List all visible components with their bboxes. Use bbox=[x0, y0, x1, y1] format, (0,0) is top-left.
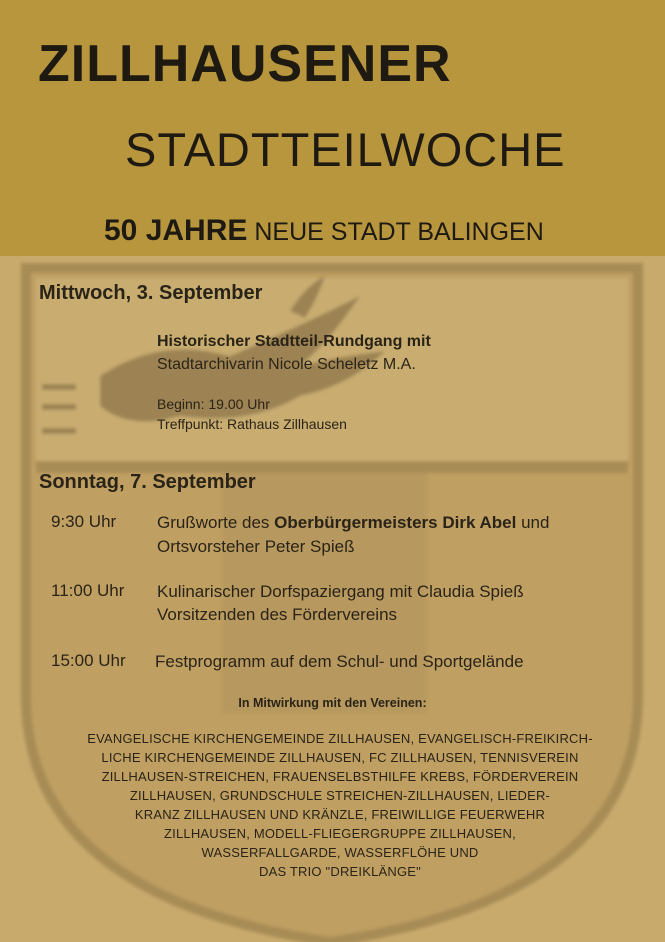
event2-line2: Vorsitzenden des Fördervereins bbox=[157, 605, 398, 624]
page-title: ZILLHAUSENER bbox=[38, 35, 452, 93]
vereine-list bbox=[40, 729, 640, 881]
day1-begin-label: Beginn: bbox=[157, 396, 205, 412]
tagline-highlight: 50 JAHRE bbox=[104, 214, 248, 247]
event1-line2: Ortsvorsteher Peter Spieß bbox=[157, 537, 355, 556]
vereine-line: KRANZ ZILLHAUSEN UND KRÄNZLE, FREIWILLIGE FEUERWEHR bbox=[134, 807, 546, 822]
event2-time: 11:00 Uhr bbox=[51, 581, 125, 600]
day1-event-person: Stadtarchivarin Nicole Scheletz M.A. bbox=[157, 356, 416, 373]
event1-line1 bbox=[157, 511, 549, 534]
tagline-text: NEUE STADT BALINGEN bbox=[254, 218, 544, 246]
day1-event-title: Historischer Stadtteil-Rundgang mit bbox=[157, 333, 431, 350]
event3-line1: Festprogramm auf dem Schul- und Sportgelände bbox=[155, 652, 524, 671]
day1-meeting-label: Treffpunkt: bbox=[157, 416, 224, 432]
vereine-line: LICHE KIRCHENGEMEINDE ZILLHAUSEN, FC ZILLHAUSEN, TENNISVEREIN bbox=[101, 750, 579, 765]
day1-meeting-value: Rathaus Zillhausen bbox=[227, 416, 347, 432]
event1-line1-post: und bbox=[516, 513, 550, 532]
day2-heading: Sonntag, 7. September bbox=[39, 471, 256, 493]
event1-line1-pre: Grußworte des bbox=[157, 513, 275, 532]
day1-begin bbox=[157, 394, 270, 414]
event2-line1: Kulinarischer Dorfspaziergang mit Claudia Spieß bbox=[157, 582, 524, 601]
page-subtitle: STADTTEILWOCHE bbox=[125, 123, 566, 176]
tagline bbox=[104, 214, 544, 248]
event1-line1-bold: Oberbürgermeisters Dirk Abel bbox=[274, 513, 517, 532]
header-banner bbox=[0, 0, 665, 256]
vereine-heading: In Mitwirkung mit den Vereinen: bbox=[238, 696, 427, 710]
event1-time: 9:30 Uhr bbox=[51, 512, 117, 531]
vereine-line: ZILLHAUSEN-STREICHEN, FRAUENSELBSTHILFE KREBS, FÖRDERVEREIN bbox=[101, 769, 579, 784]
event3-time: 15:00 Uhr bbox=[51, 651, 126, 670]
vereine-line: DAS TRIO "DREIKLÄNGE" bbox=[258, 864, 421, 879]
vereine-line: EVANGELISCHE KIRCHENGEMEINDE ZILLHAUSEN, EVANGELISCH-FREIKIRCH- bbox=[87, 731, 593, 746]
vereine-line: ZILLHAUSEN, GRUNDSCHULE STREICHEN-ZILLHAUSEN, LIEDER- bbox=[129, 788, 551, 803]
vereine-line: WASSERFALLGARDE, WASSERFLÖHE UND bbox=[201, 845, 479, 860]
vereine-line: ZILLHAUSEN, MODELL-FLIEGERGRUPPE ZILLHAUSEN, bbox=[164, 826, 516, 841]
day1-begin-value: 19.00 Uhr bbox=[208, 396, 270, 412]
day1-meeting bbox=[157, 414, 347, 434]
day1-heading: Mittwoch, 3. September bbox=[39, 282, 263, 304]
